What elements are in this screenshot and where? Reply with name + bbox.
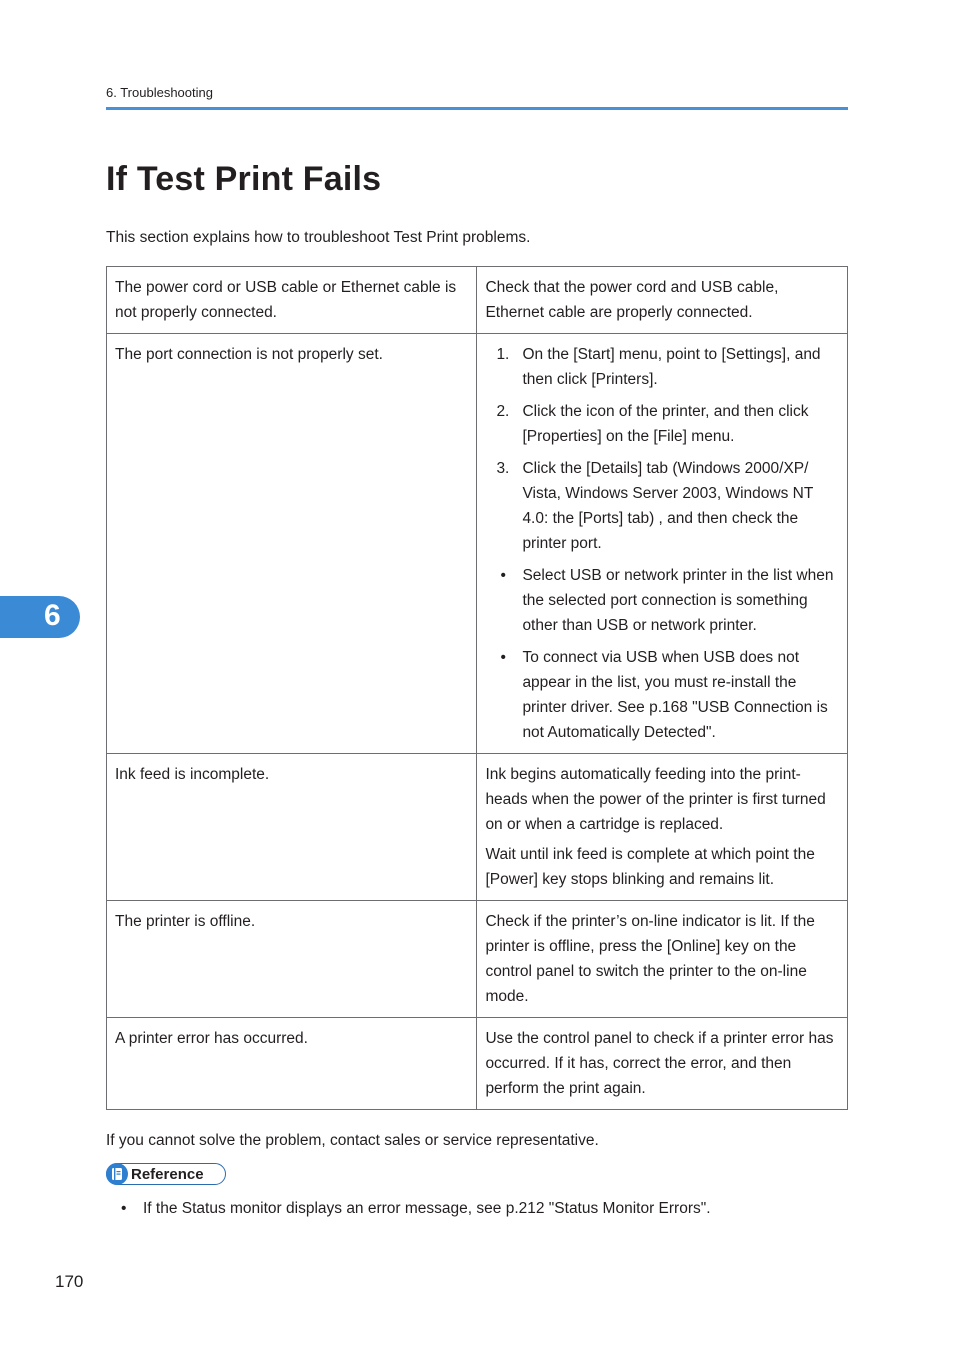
- solution-text: Use the control panel to check if a printer error has occurred. If it has, correct the error, and then perform the print again.: [485, 1030, 834, 1097]
- solution-text: Wait until ink feed is complete at which point the [Power] key stops blinking and remains lit.: [485, 846, 815, 888]
- bullet-dot: •: [121, 1200, 127, 1217]
- reference-text[interactable]: If the Status monitor displays an error message, see p.212 "Status Monitor Errors".: [143, 1200, 711, 1217]
- table-row: [107, 334, 848, 754]
- step-item: [485, 342, 839, 392]
- problem-cell: [107, 901, 477, 1018]
- solution-text: Check if the printer’s on-line indicator is lit. If the printer is offline, press the [Online] key on the control panel to switch the printer to the on-line mode.: [485, 913, 815, 1005]
- step-text: On the [Start] menu, point to [Settings], and then click [Printers].: [522, 346, 821, 388]
- problem-text: A printer error has occurred.: [115, 1030, 308, 1047]
- step-item: [485, 399, 839, 449]
- page-number: 170: [55, 1272, 84, 1291]
- solution-steps: [485, 342, 839, 556]
- bullet-text: To connect via USB when USB does not appear in the list, you must re-install the printer driver. See p.168 "USB Connection is not Automatically Detected".: [522, 649, 828, 741]
- step-number: 2.: [496, 403, 510, 420]
- problem-text: Ink feed is incomplete.: [115, 766, 270, 783]
- bullet-item: [485, 645, 839, 745]
- reference-list: [106, 1200, 711, 1218]
- reference-badge: [106, 1163, 226, 1185]
- header-rule: [106, 107, 848, 110]
- bullet-item: [485, 563, 839, 638]
- problem-text: The printer is offline.: [115, 913, 256, 930]
- solution-cell: [477, 901, 848, 1018]
- step-text: Click the [Details] tab (Windows 2000/XP/ Vista, Windows Server 2003, Windows NT 4.0: the [Ports] tab) , and then check the printer port.: [522, 460, 814, 552]
- problem-cell: [107, 754, 477, 901]
- solution-cell: [477, 754, 848, 901]
- problem-text: The port connection is not properly set.: [115, 346, 383, 363]
- outro-text: If you cannot solve the problem, contact sales or service representative.: [106, 1132, 599, 1149]
- solution-cell: [477, 334, 848, 754]
- step-number: 3.: [496, 460, 510, 477]
- problem-cell: [107, 334, 477, 754]
- table-row: [107, 267, 848, 334]
- solution-cell: [477, 1018, 848, 1110]
- table-row: [107, 1018, 848, 1110]
- running-header: 6. Troubleshooting: [106, 85, 213, 100]
- solution-cell: [477, 267, 848, 334]
- bullet-dot: •: [500, 567, 506, 584]
- chapter-tab: [0, 596, 80, 638]
- solution-text: Check that the power cord and USB cable, Ethernet cable are properly connected.: [485, 279, 779, 321]
- intro-text: This section explains how to troubleshoot Test Print problems.: [106, 229, 531, 246]
- chapter-number: 6: [44, 599, 61, 632]
- problem-cell: [107, 267, 477, 334]
- problem-text: The power cord or USB cable or Ethernet cable is not properly connected.: [115, 279, 457, 321]
- page-title: If Test Print Fails: [106, 160, 382, 198]
- reference-item: [106, 1200, 711, 1218]
- reference-book-icon: [106, 1163, 128, 1185]
- table-row: [107, 754, 848, 901]
- step-text: Click the icon of the printer, and then click [Properties] on the [File] menu.: [522, 403, 809, 445]
- step-item: [485, 456, 839, 556]
- step-number: 1.: [496, 346, 510, 363]
- bullet-dot: •: [500, 649, 506, 666]
- problem-cell: [107, 1018, 477, 1110]
- reference-label: Reference: [131, 1166, 204, 1183]
- bullet-text: Select USB or network printer in the list when the selected port connection is something other than USB or network printer.: [522, 567, 834, 634]
- troubleshooting-table: [106, 266, 848, 1110]
- table-row: [107, 901, 848, 1018]
- solution-bullets: [485, 563, 839, 745]
- solution-text: Ink begins automatically feeding into the print-heads when the power of the printer is first turned on or when a cartridge is replaced.: [485, 766, 826, 833]
